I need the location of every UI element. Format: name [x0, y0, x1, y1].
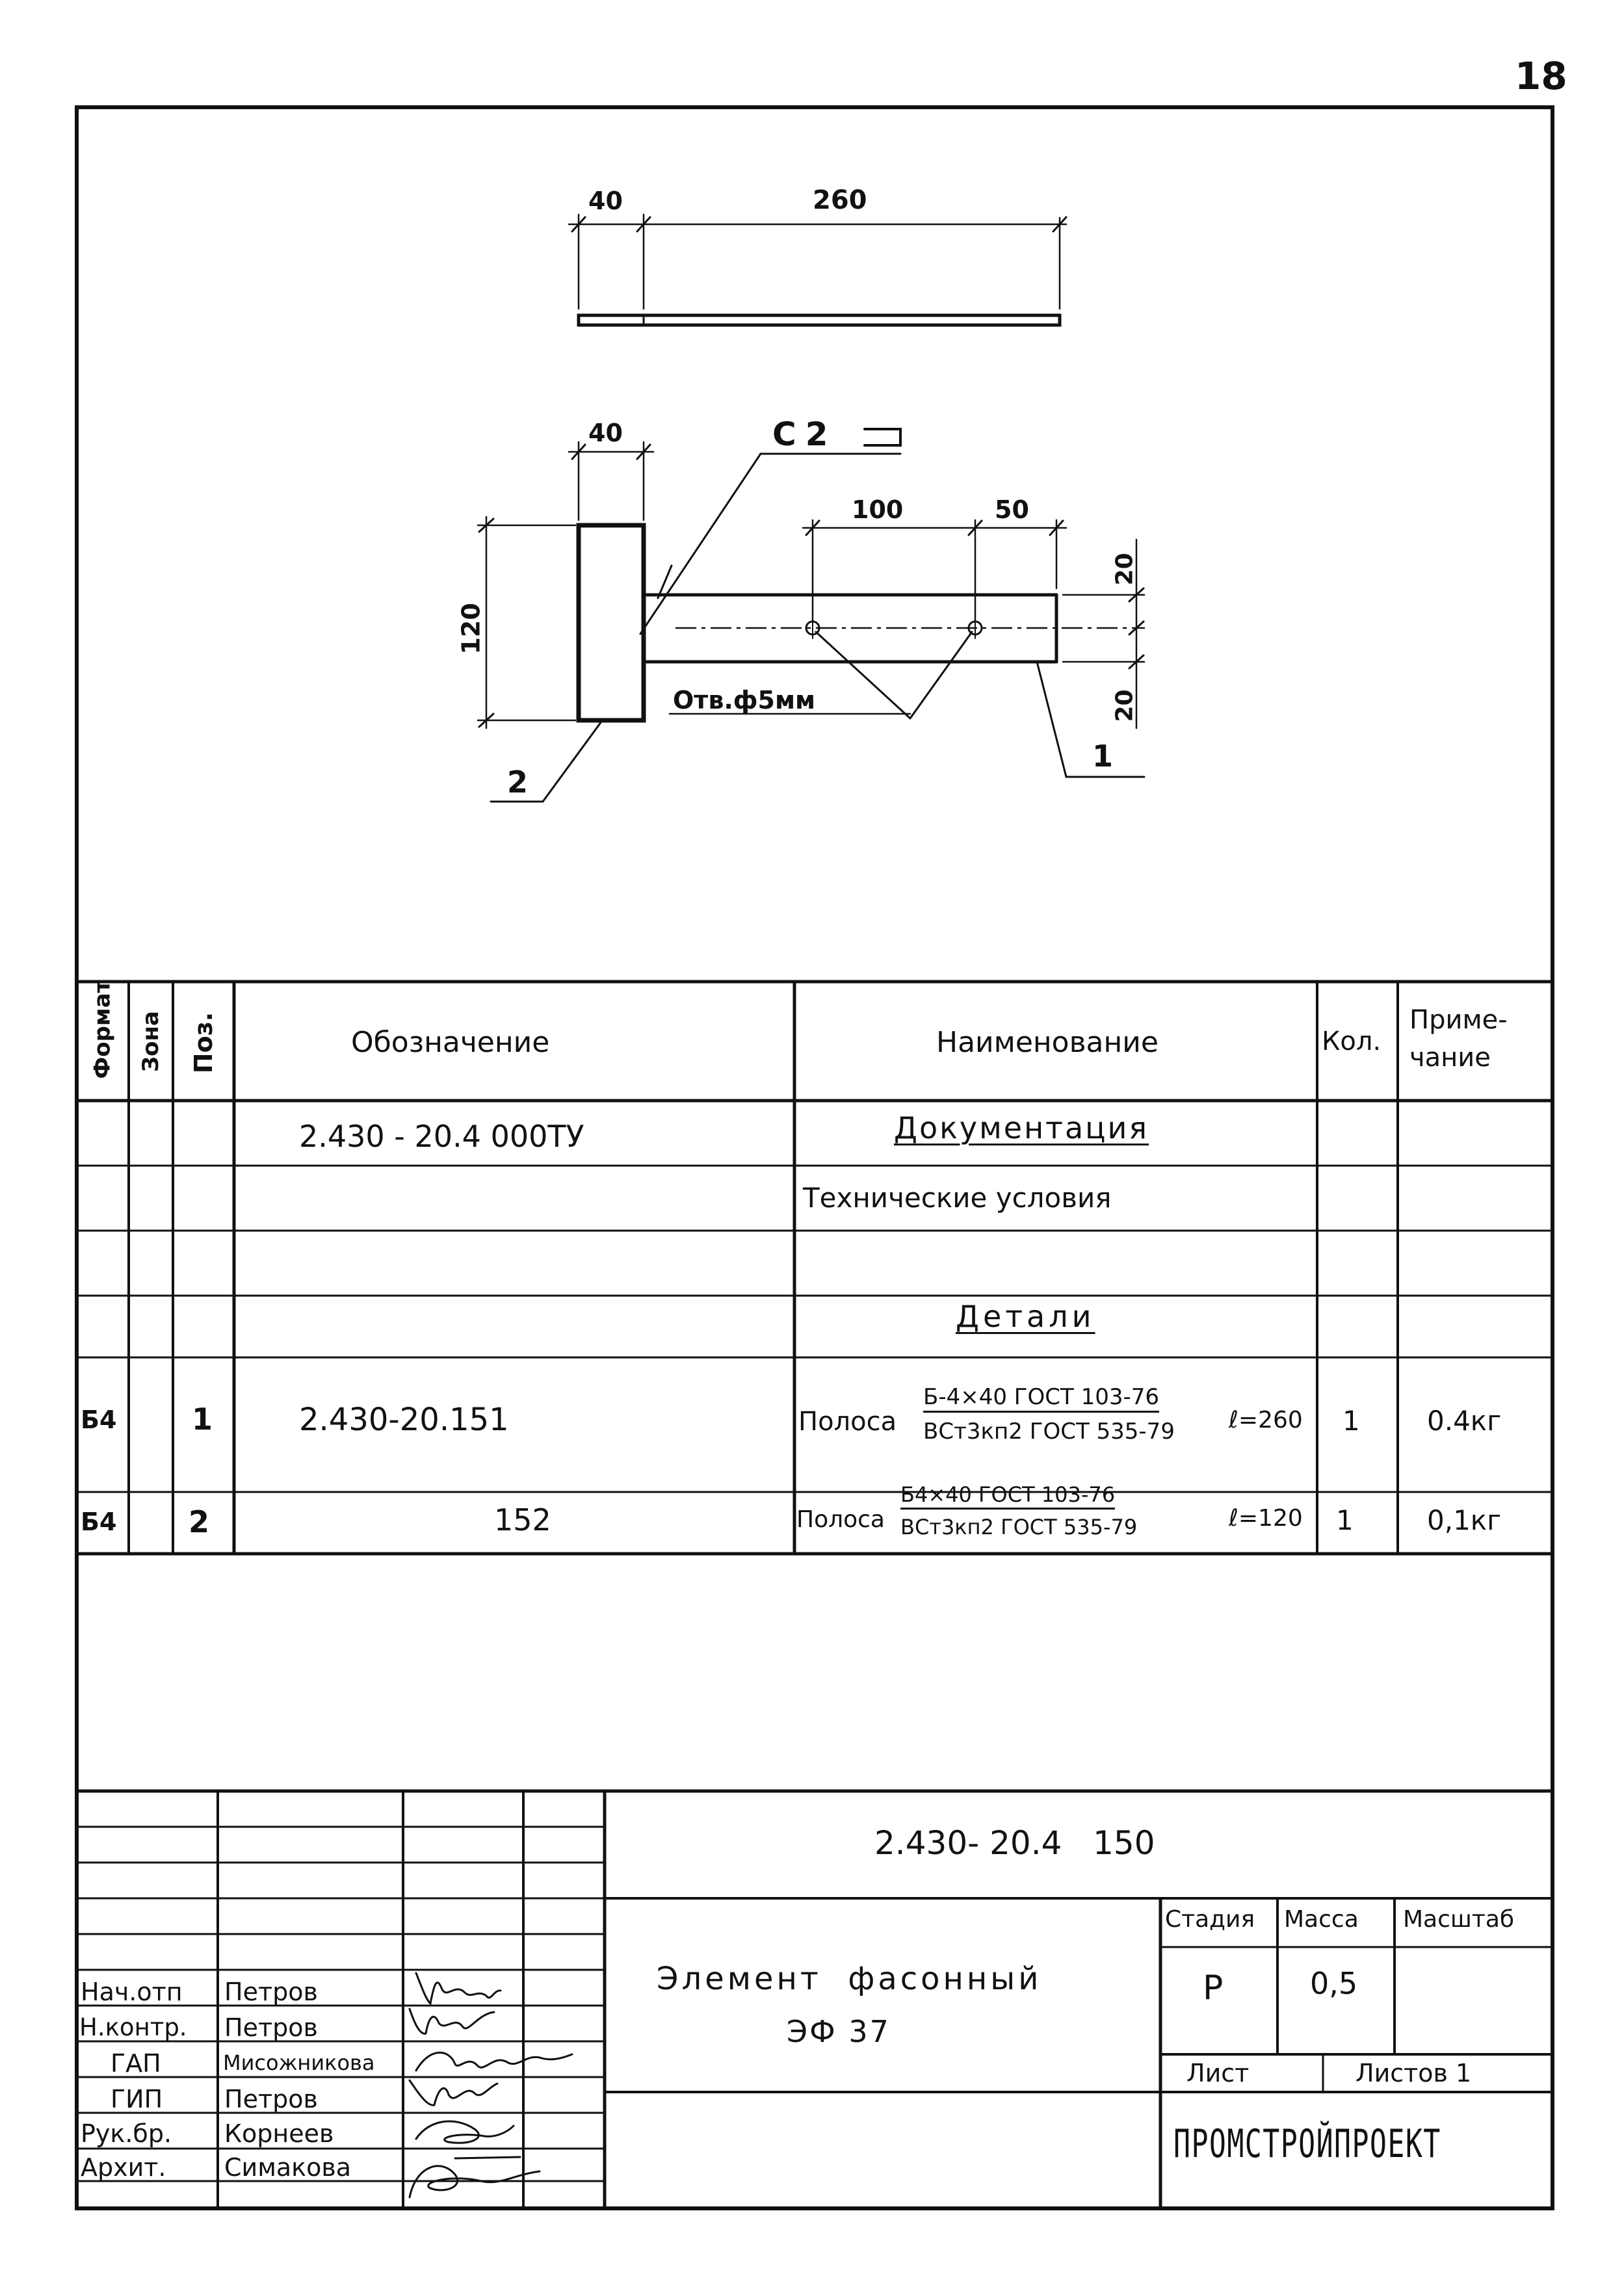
weld-symbol: C2 — [772, 415, 837, 453]
row5-name-prefix: Полоса — [796, 1506, 885, 1533]
dim-plate-width: 40 — [588, 419, 623, 447]
scale-label: Масштаб — [1403, 1906, 1515, 1933]
signature-3 — [416, 2052, 572, 2071]
row5-name-bottom: ВСт3кп2 ГОСТ 535-79 — [900, 1515, 1138, 1539]
stage-label: Стадия — [1165, 1906, 1255, 1933]
dim-height: 120 — [456, 603, 486, 655]
row4-name-bottom: ВСт3кп2 ГОСТ 535-79 — [923, 1419, 1175, 1445]
page-number: 18 — [1515, 54, 1567, 98]
row5-pos: 2 — [189, 1504, 210, 1539]
dim-top-right: 260 — [813, 185, 867, 215]
title-line1: Элемент фасонный — [657, 1961, 1042, 1997]
stage-value: Р — [1203, 1969, 1224, 2008]
signature-1 — [416, 1973, 501, 2004]
row5-note: 0,1кг — [1427, 1504, 1502, 1536]
header-format: Формат — [89, 980, 116, 1079]
row4-note: 0.4кг — [1427, 1405, 1502, 1437]
row4-pos: 1 — [192, 1402, 213, 1437]
callout-1: 1 — [1092, 739, 1114, 774]
organization-name: ПРОМСТРОЙПРОЕКТ — [1173, 2121, 1441, 2167]
title-line2: ЭФ 37 — [787, 2014, 891, 2049]
row5-name-suffix: ℓ=120 — [1229, 1505, 1303, 1532]
signature-6 — [410, 2157, 540, 2197]
callout-2: 2 — [507, 765, 529, 800]
signer-name: Мисожникова — [223, 2050, 375, 2075]
row4-name-suffix: ℓ=260 — [1229, 1407, 1303, 1433]
signer-role: ГИП — [111, 2085, 163, 2113]
header-zone: Зона — [138, 1011, 164, 1072]
header-name: Наименование — [936, 1026, 1159, 1059]
header-qty: Кол. — [1322, 1027, 1382, 1056]
row5-format: Б4 — [81, 1508, 117, 1536]
dim-hole-spacing: 100 — [852, 495, 904, 524]
signature-2 — [410, 2009, 494, 2034]
doc-code: 2.430- 20.4 150 — [874, 1824, 1155, 1862]
signer-name: Симакова — [224, 2153, 352, 2182]
signature-4 — [410, 2080, 497, 2105]
signer-name: Петров — [224, 2085, 318, 2113]
signer-name: Корнеев — [224, 2119, 334, 2148]
signer-name: Петров — [224, 1978, 318, 2006]
row2-name: Технические условия — [803, 1182, 1112, 1214]
dim-hole-end: 50 — [995, 495, 1029, 524]
row5-designation: 152 — [494, 1502, 551, 1537]
signature-5 — [416, 2121, 514, 2143]
row1-designation: 2.430 - 20.4 000ТУ — [299, 1119, 584, 1154]
hole-label: Отв.ф5мм — [673, 686, 816, 714]
mass-label: Масса — [1284, 1906, 1359, 1933]
sheet-label: Лист — [1186, 2059, 1250, 2087]
mass-value: 0,5 — [1310, 1966, 1358, 2001]
dim-edge-top: 20 — [1111, 553, 1138, 586]
row4-qty: 1 — [1342, 1405, 1360, 1437]
signer-role: Н.контр. — [79, 2013, 187, 2041]
header-designation: Обозначение — [351, 1026, 550, 1059]
row4-format: Б4 — [81, 1406, 117, 1434]
signer-role: Нач.отп — [81, 1978, 183, 2006]
row3-name: Детали — [956, 1299, 1095, 1334]
signer-role: ГАП — [111, 2049, 161, 2078]
dim-top-left: 40 — [588, 187, 623, 215]
sheets-label: Листов 1 — [1356, 2059, 1472, 2087]
header-note: Приме- чание — [1409, 1005, 1508, 1073]
row4-name-prefix: Полоса — [798, 1407, 897, 1437]
signer-name: Петров — [224, 2013, 318, 2042]
signer-role: Рук.бр. — [81, 2119, 172, 2148]
signer-role: Архит. — [81, 2153, 166, 2182]
dim-edge-bottom: 20 — [1111, 689, 1138, 722]
header-pos: Поз. — [189, 1012, 218, 1074]
row5-name-top: Б4×40 ГОСТ 103-76 — [900, 1484, 1115, 1510]
row4-name-top: Б-4×40 ГОСТ 103-76 — [923, 1386, 1159, 1413]
row5-qty: 1 — [1336, 1504, 1354, 1536]
row1-name: Документация — [894, 1110, 1149, 1145]
row4-designation: 2.430-20.151 — [299, 1402, 509, 1438]
